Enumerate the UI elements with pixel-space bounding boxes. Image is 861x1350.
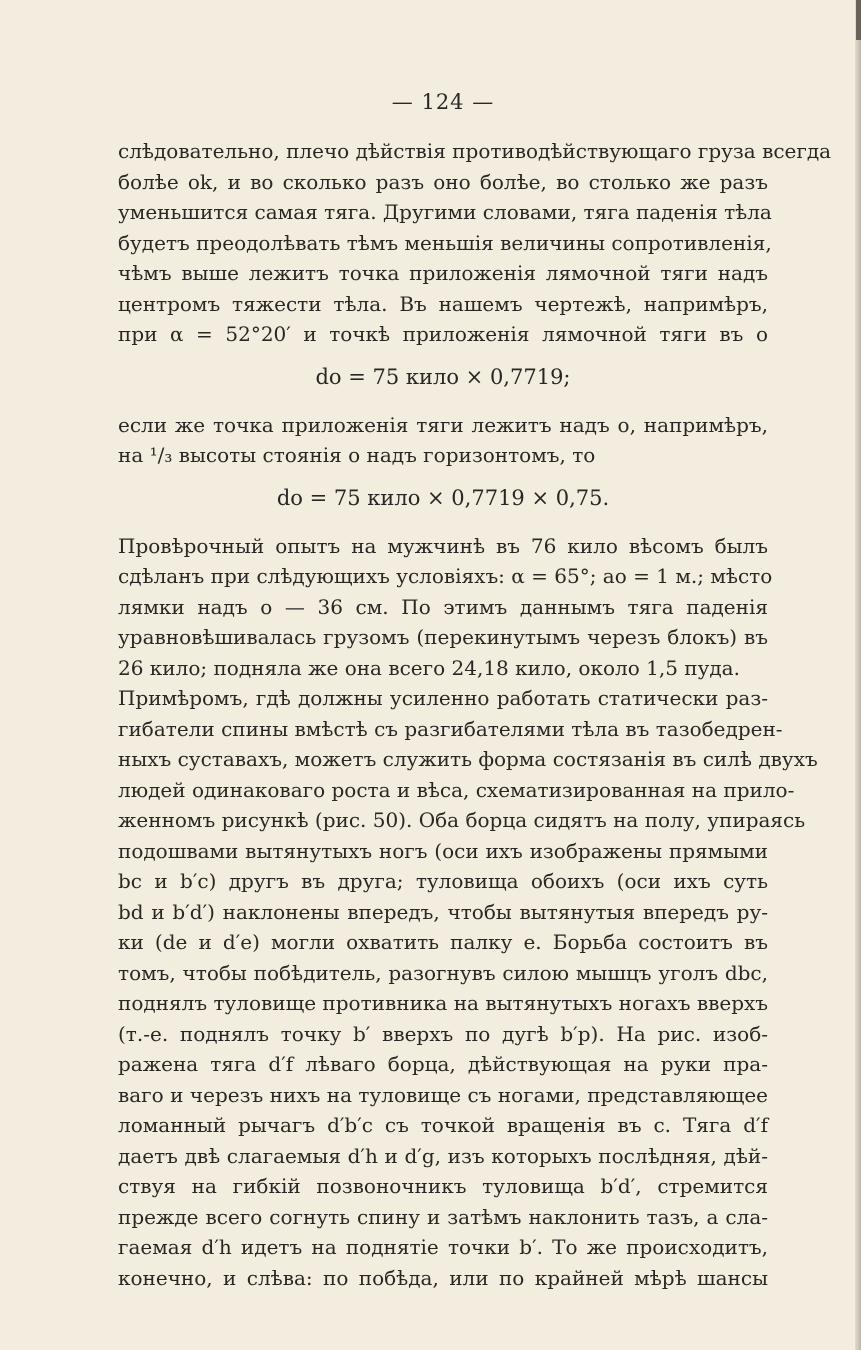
- paragraph-2: [118, 410, 768, 471]
- page-edge-mark: [856, 0, 861, 40]
- text-line: женномъ рисункѣ (рис. 50). Оба борца сидятъ на полу, упираясь: [118, 808, 806, 832]
- text-line: чѣмъ выше лежитъ точка приложенія лямочной тяги надъ: [118, 261, 768, 285]
- text-line: сдѣланъ при слѣдующихъ условіяхъ: α = 65°; ao = 1 м.; мѣсто: [118, 564, 773, 588]
- page-number: — 124 —: [391, 90, 495, 114]
- text-line: людей одинаковаго роста и вѣса, схематизированная на прило-: [118, 777, 795, 802]
- formula-2: do = 75 кило × 0,7719 × 0,75.: [276, 485, 610, 510]
- text-line: поднялъ туловище противника на вытянутыхъ ногахъ вверхъ: [118, 991, 768, 1015]
- text-line: будетъ преодолѣвать тѣмъ меньшія величины сопротивленія,: [118, 230, 772, 255]
- text-line: слѣдовательно, плечо дѣйствія противодѣйствующаго груза всегда: [118, 139, 832, 163]
- text-line: bd и b′d′) наклонены впередъ, чтобы вытянутыя впередъ ру-: [118, 899, 768, 924]
- text-line: уравновѣшивалась грузомъ (перекинутымъ черезъ блокъ) въ: [118, 625, 768, 649]
- text-line: ражена тяга d′f лѣваго борца, дѣйствующая на руки пра-: [118, 1052, 768, 1076]
- text-line: ныхъ суставахъ, можетъ служить форма состязанія въ силѣ двухъ: [118, 747, 818, 771]
- paragraph-3: [118, 531, 773, 684]
- text-line: при α = 52°20′ и точкѣ приложенія лямочной тяги въ o: [118, 322, 768, 346]
- text-line: подошвами вытянутыхъ ногъ (оси ихъ изображены прямыми: [118, 838, 768, 863]
- text-line: на ¹/₃ высоты стоянія o надъ горизонтомъ, то: [118, 443, 596, 467]
- text-line: уменьшится самая тяга. Другими словами, тяга паденія тѣла: [118, 200, 772, 224]
- text-line: лямки надъ o — 36 см. По этимъ даннымъ тяга паденія: [118, 594, 768, 619]
- page-edge-shadow: [855, 0, 861, 1350]
- text-line: ки (de и d′e) могли охватить палку e. Борьба состоитъ въ: [118, 930, 768, 954]
- text-line: ствуя на гибкій позвоночникъ туловища b′d′, стремится: [118, 1174, 768, 1198]
- text-line: ломанный рычагъ d′b′c съ точкой вращенія въ c. Тяга d′f: [118, 1113, 768, 1137]
- text-line: Провѣрочный опытъ на мужчинѣ въ 76 кило вѣсомъ былъ: [118, 533, 768, 558]
- text-line: центромъ тяжести тѣла. Въ нашемъ чертежѣ, напримѣръ,: [118, 291, 768, 316]
- paragraph-1: [118, 136, 832, 350]
- text-line: гаемая d′h идетъ на поднятіе точки b′. То же происходитъ,: [118, 1235, 768, 1259]
- text-line: даетъ двѣ слагаемыя d′h и d′g, изъ которыхъ послѣдняя, дѣй-: [118, 1143, 768, 1168]
- text-line: томъ, чтобы побѣдитель, разогнувъ силою мышцъ уголъ dbc,: [118, 960, 768, 985]
- formula-1: do = 75 кило × 0,7719;: [315, 364, 571, 389]
- text-line: болѣе ok, и во сколько разъ оно болѣе, во столько же разъ: [118, 169, 768, 194]
- text-line: (т.-е. поднялъ точку b′ вверхъ по дугѣ b′p). На рис. изоб-: [118, 1021, 768, 1046]
- book-page: [118, 90, 832, 1293]
- text-line: Примѣромъ, гдѣ должны усиленно работать статически раз-: [118, 686, 768, 710]
- text-line: 26 кило; подняла же она всего 24,18 кило, около 1,5 пуда.: [118, 655, 740, 680]
- paragraph-4: [118, 683, 818, 1293]
- text-line: bc и b′c) другъ въ друга; туловища обоихъ (оси ихъ суть: [118, 869, 768, 893]
- text-line: гибатели спины вмѣстѣ съ разгибателями тѣла въ тазобедрен-: [118, 716, 783, 741]
- text-line: конечно, и слѣва: по побѣда, или по крайней мѣрѣ шансы: [118, 1265, 768, 1290]
- text-line: если же точка приложенія тяги лежитъ надъ o, напримѣръ,: [118, 412, 768, 437]
- text-line: прежде всего согнуть спину и затѣмъ наклонить тазъ, а сла-: [118, 1204, 768, 1229]
- text-line: ваго и черезъ нихъ на туловище съ ногами, представляющее: [118, 1082, 768, 1107]
